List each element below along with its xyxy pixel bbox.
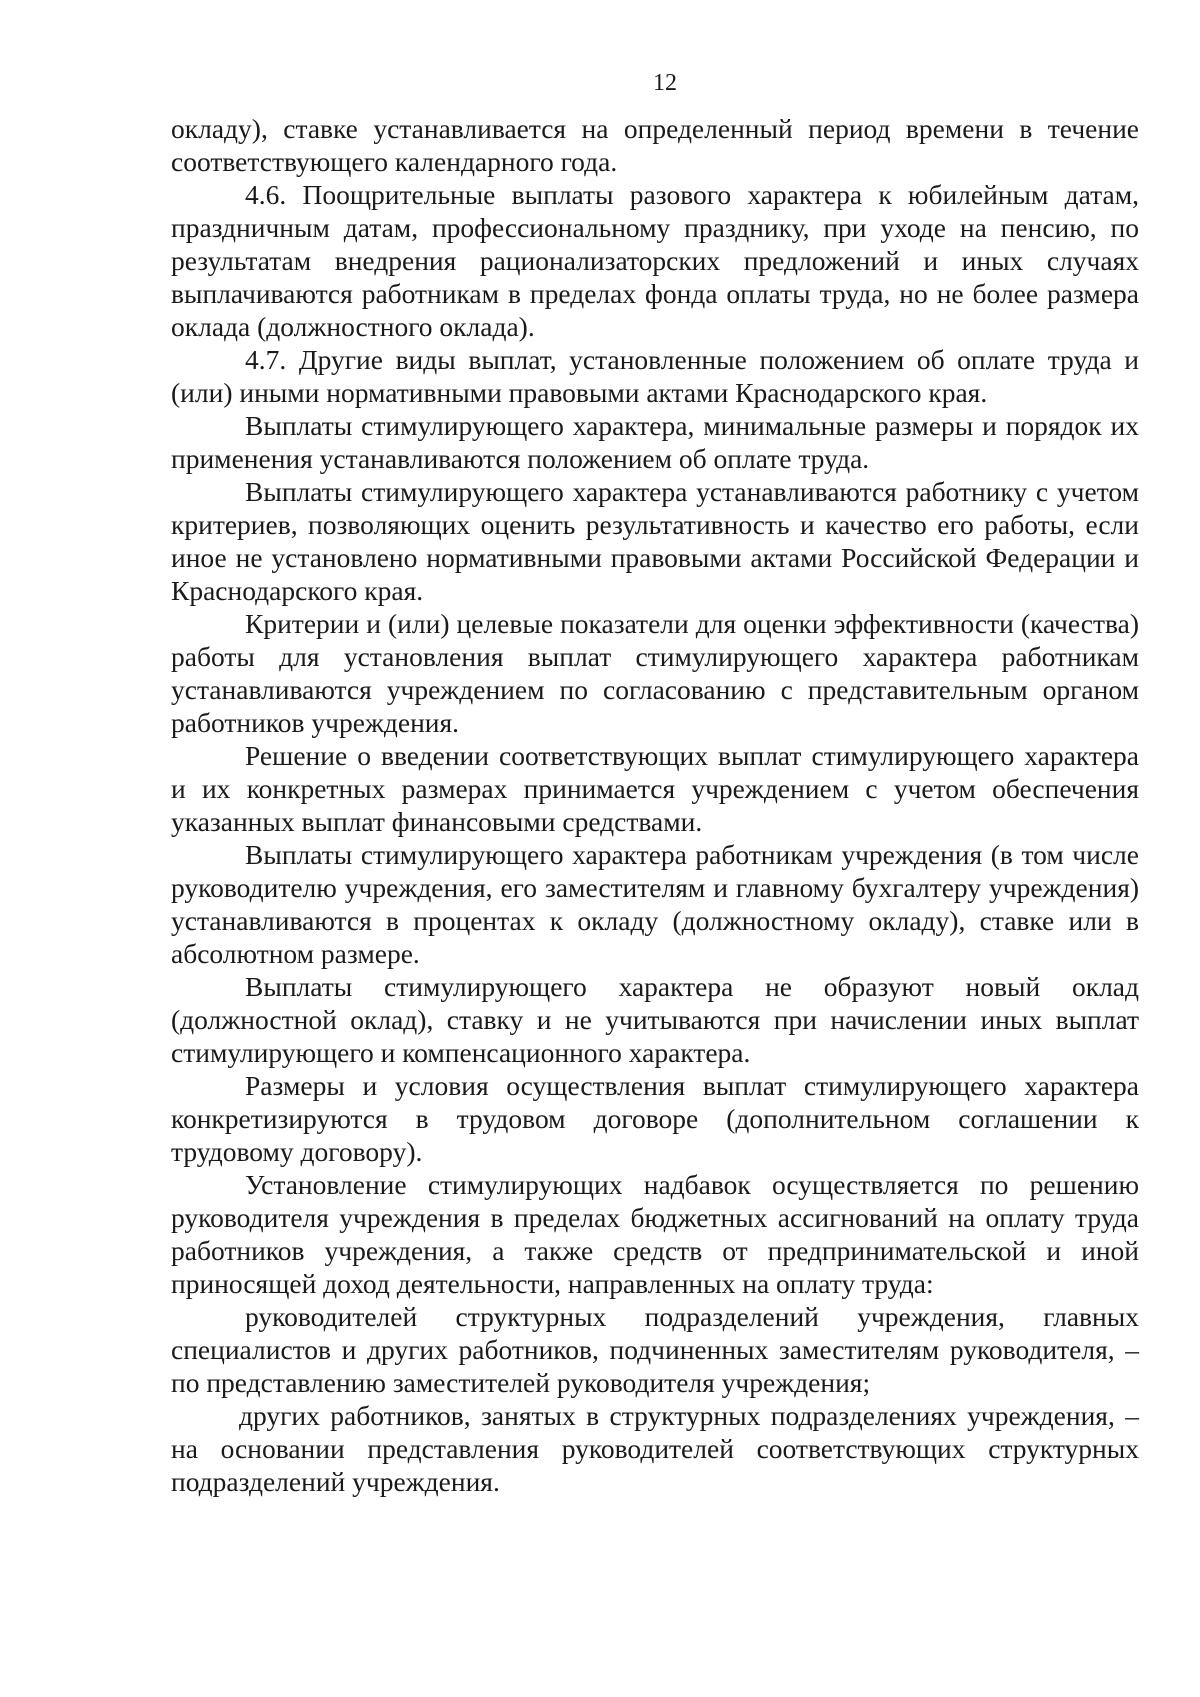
paragraph: Выплаты стимулирующего характера работникам учреждения (в том числе руководителю учреждения, его заместителям и главному бухгалтеру учреждения) устанавливаются в процентах к окладу (должностному окладу), ставке или в абсолютном размере. [171, 839, 1139, 969]
paragraph-4-6: 4.6. Поощрительные выплаты разового характера к юбилейным датам, праздничным датам, профессиональному празднику, при уходе на пенсию, по результатам внедрения рационализаторских предложений и иных случаях выплачиваются работникам в пределах фонда оплаты труда, но не более размера оклада (должностного оклада). [171, 179, 1139, 342]
paragraph: Решение о введении соответствующих выплат стимулирующего характера и их конкретных размерах принимается учреждением с учетом обеспечения указанных выплат финансовыми средствами. [171, 740, 1139, 837]
paragraph: Выплаты стимулирующего характера не образуют новый оклад (должностной оклад), ставку и не учитываются при начислении иных выплат стимулирующего и компенсационного характера. [171, 971, 1139, 1068]
page-number: 12 [653, 70, 677, 96]
paragraph: Размеры и условия осуществления выплат стимулирующего характера конкретизируются в трудовом договоре (дополнительном соглашении к трудовому договору). [171, 1070, 1139, 1167]
list-item: руководителей структурных подразделений учреждения, главных специалистов и других работников, подчиненных заместителям руководителя, – по представлению заместителей руководителя учреждения; [171, 1301, 1139, 1398]
paragraph: Выплаты стимулирующего характера устанавливаются работнику с учетом критериев, позволяющих оценить результативность и качество его работы, если иное не установлено нормативными правовыми актами Российской Федерации и Краснодарского края. [171, 476, 1139, 606]
paragraph-continuation: окладу), ставке устанавливается на определенный период времени в течение соответствующего календарного года. [171, 113, 1139, 177]
paragraph: Критерии и (или) целевые показатели для оценки эффективности (качества) работы для установления выплат стимулирующего характера работникам устанавливаются учреждением по согласованию с представительным органом работников учреждения. [171, 608, 1139, 738]
list-item: других работников, занятых в структурных подразделениях учреждения, – на основании представления руководителей соответствующих структурных подразделений учреждения. [171, 1400, 1139, 1497]
paragraph: Установление стимулирующих надбавок осуществляется по решению руководителя учреждения в пределах бюджетных ассигнований на оплату труда работников учреждения, а также средств от предпринимательской и иной приносящей доход деятельности, направленных на оплату труда: [171, 1169, 1139, 1299]
paragraph-4-7: 4.7. Другие виды выплат, установленные положением об оплате труда и (или) иными нормативными правовыми актами Краснодарского края. [171, 344, 1139, 408]
paragraph: Выплаты стимулирующего характера, минимальные размеры и порядок их применения устанавливаются положением об оплате труда. [171, 410, 1139, 474]
document-body [171, 112, 1139, 1498]
